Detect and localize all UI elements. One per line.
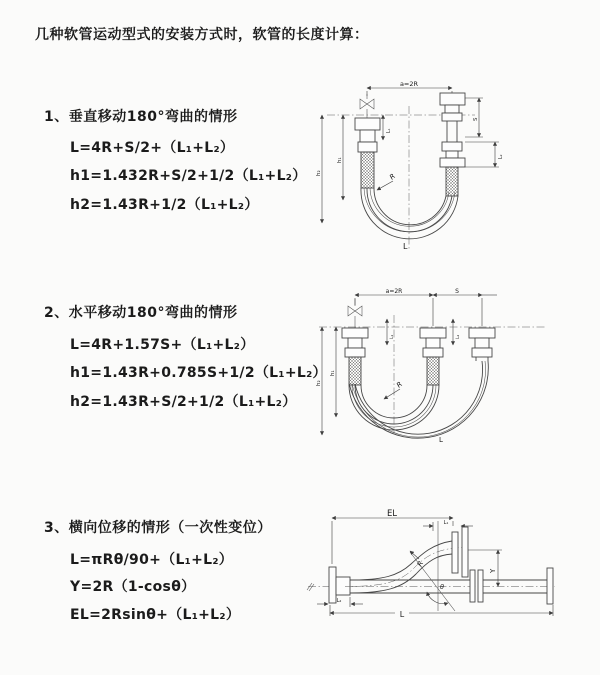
dim-label-a2r: a=2R <box>385 288 403 295</box>
section3-formula-Y: Y=2R（1-cosθ） <box>70 579 196 595</box>
dim-label-l2: L₂ <box>456 334 461 339</box>
diagram-lateral-displacement <box>305 507 595 644</box>
centerline-break-mark <box>307 583 314 591</box>
diagram-horizontal-180-bend <box>313 283 598 453</box>
left-flange-assembly <box>355 118 380 188</box>
section3-formula-EL: EL=2Rsinθ+（L₁+L₂） <box>70 607 241 623</box>
dim-extension-l2 <box>465 142 499 167</box>
page-title: 几种软管运动型式的安装方式时，软管的长度计算： <box>35 27 369 43</box>
dim-extension-el <box>332 521 453 564</box>
right-flange-assembly <box>440 93 465 196</box>
dim-label-l1: L₁ <box>390 334 395 339</box>
shifted-flange-assembly <box>469 328 495 361</box>
dim-label-h1: h₁ <box>330 370 336 376</box>
dim-label-l: L <box>399 610 405 619</box>
dim-label-h2: h₂ <box>316 170 322 176</box>
length-label: L <box>439 436 443 444</box>
left-flange-assembly <box>342 328 368 385</box>
section1-formula-h1: h1=1.432R+S/2+1/2（L₁+L₂） <box>70 168 307 184</box>
hose-displaced-position <box>345 541 468 593</box>
diagram-vertical-180-bend <box>313 78 598 253</box>
angle-label: θ <box>440 583 444 591</box>
dim-label-el: EL <box>386 509 398 519</box>
dim-label-s: S <box>473 117 479 121</box>
valve-icon <box>360 94 374 118</box>
u-bend-hose <box>361 188 458 239</box>
section1-heading: 1、垂直移动180°弯曲的情形 <box>44 109 238 125</box>
section2-formula-h2: h2=1.43R+S/2+1/2（L₁+L₂） <box>70 394 297 410</box>
dim-extension-s <box>465 98 483 137</box>
valve-icon <box>348 299 362 328</box>
section2-heading: 2、水平移动180°弯曲的情形 <box>44 305 238 321</box>
u-bend-hose-displaced <box>349 361 488 438</box>
dim-label-s: S <box>455 288 459 295</box>
section1-formula-L: L=4R+S/2+（L₁+L₂） <box>70 140 235 156</box>
section1-formula-h2: h2=1.43R+1/2（L₁+L₂） <box>70 197 259 213</box>
radius-label: R <box>415 559 426 568</box>
dim-label-l1: L₁ <box>443 520 449 526</box>
section3-formula-L: L=πRθ/90+（L₁+L₂） <box>70 552 234 568</box>
middle-flange-assembly <box>420 328 446 385</box>
right-flange-assembly <box>470 568 553 604</box>
dim-extension-l <box>330 605 553 616</box>
dim-label-l2: L₂ <box>499 154 504 159</box>
section2-formula-h1: h1=1.43R+0.785S+1/2（L₁+L₂） <box>70 365 327 381</box>
dim-extensions-top <box>355 298 482 326</box>
dim-label-a2r: a=2R <box>399 80 419 88</box>
dim-label-l1: L₁ <box>387 128 392 133</box>
dim-label-y: Y <box>489 568 497 573</box>
radius-label: R <box>395 380 405 390</box>
section2-formula-L: L=4R+1.57S+（L₁+L₂） <box>70 337 255 353</box>
dim-label-l2: L₂ <box>336 598 342 604</box>
dim-label-h1: h₁ <box>337 157 343 163</box>
section3-heading: 3、横向位移的情形（一次性变位） <box>44 520 272 536</box>
displaced-flange-assembly <box>452 527 468 577</box>
length-label: L <box>403 242 408 251</box>
radius-leader-line <box>377 181 393 190</box>
radius-label: R <box>388 172 398 182</box>
dim-extension-a2r <box>367 91 452 96</box>
dim-label-h2: h₂ <box>316 380 322 386</box>
radius-leader-line <box>384 389 400 399</box>
